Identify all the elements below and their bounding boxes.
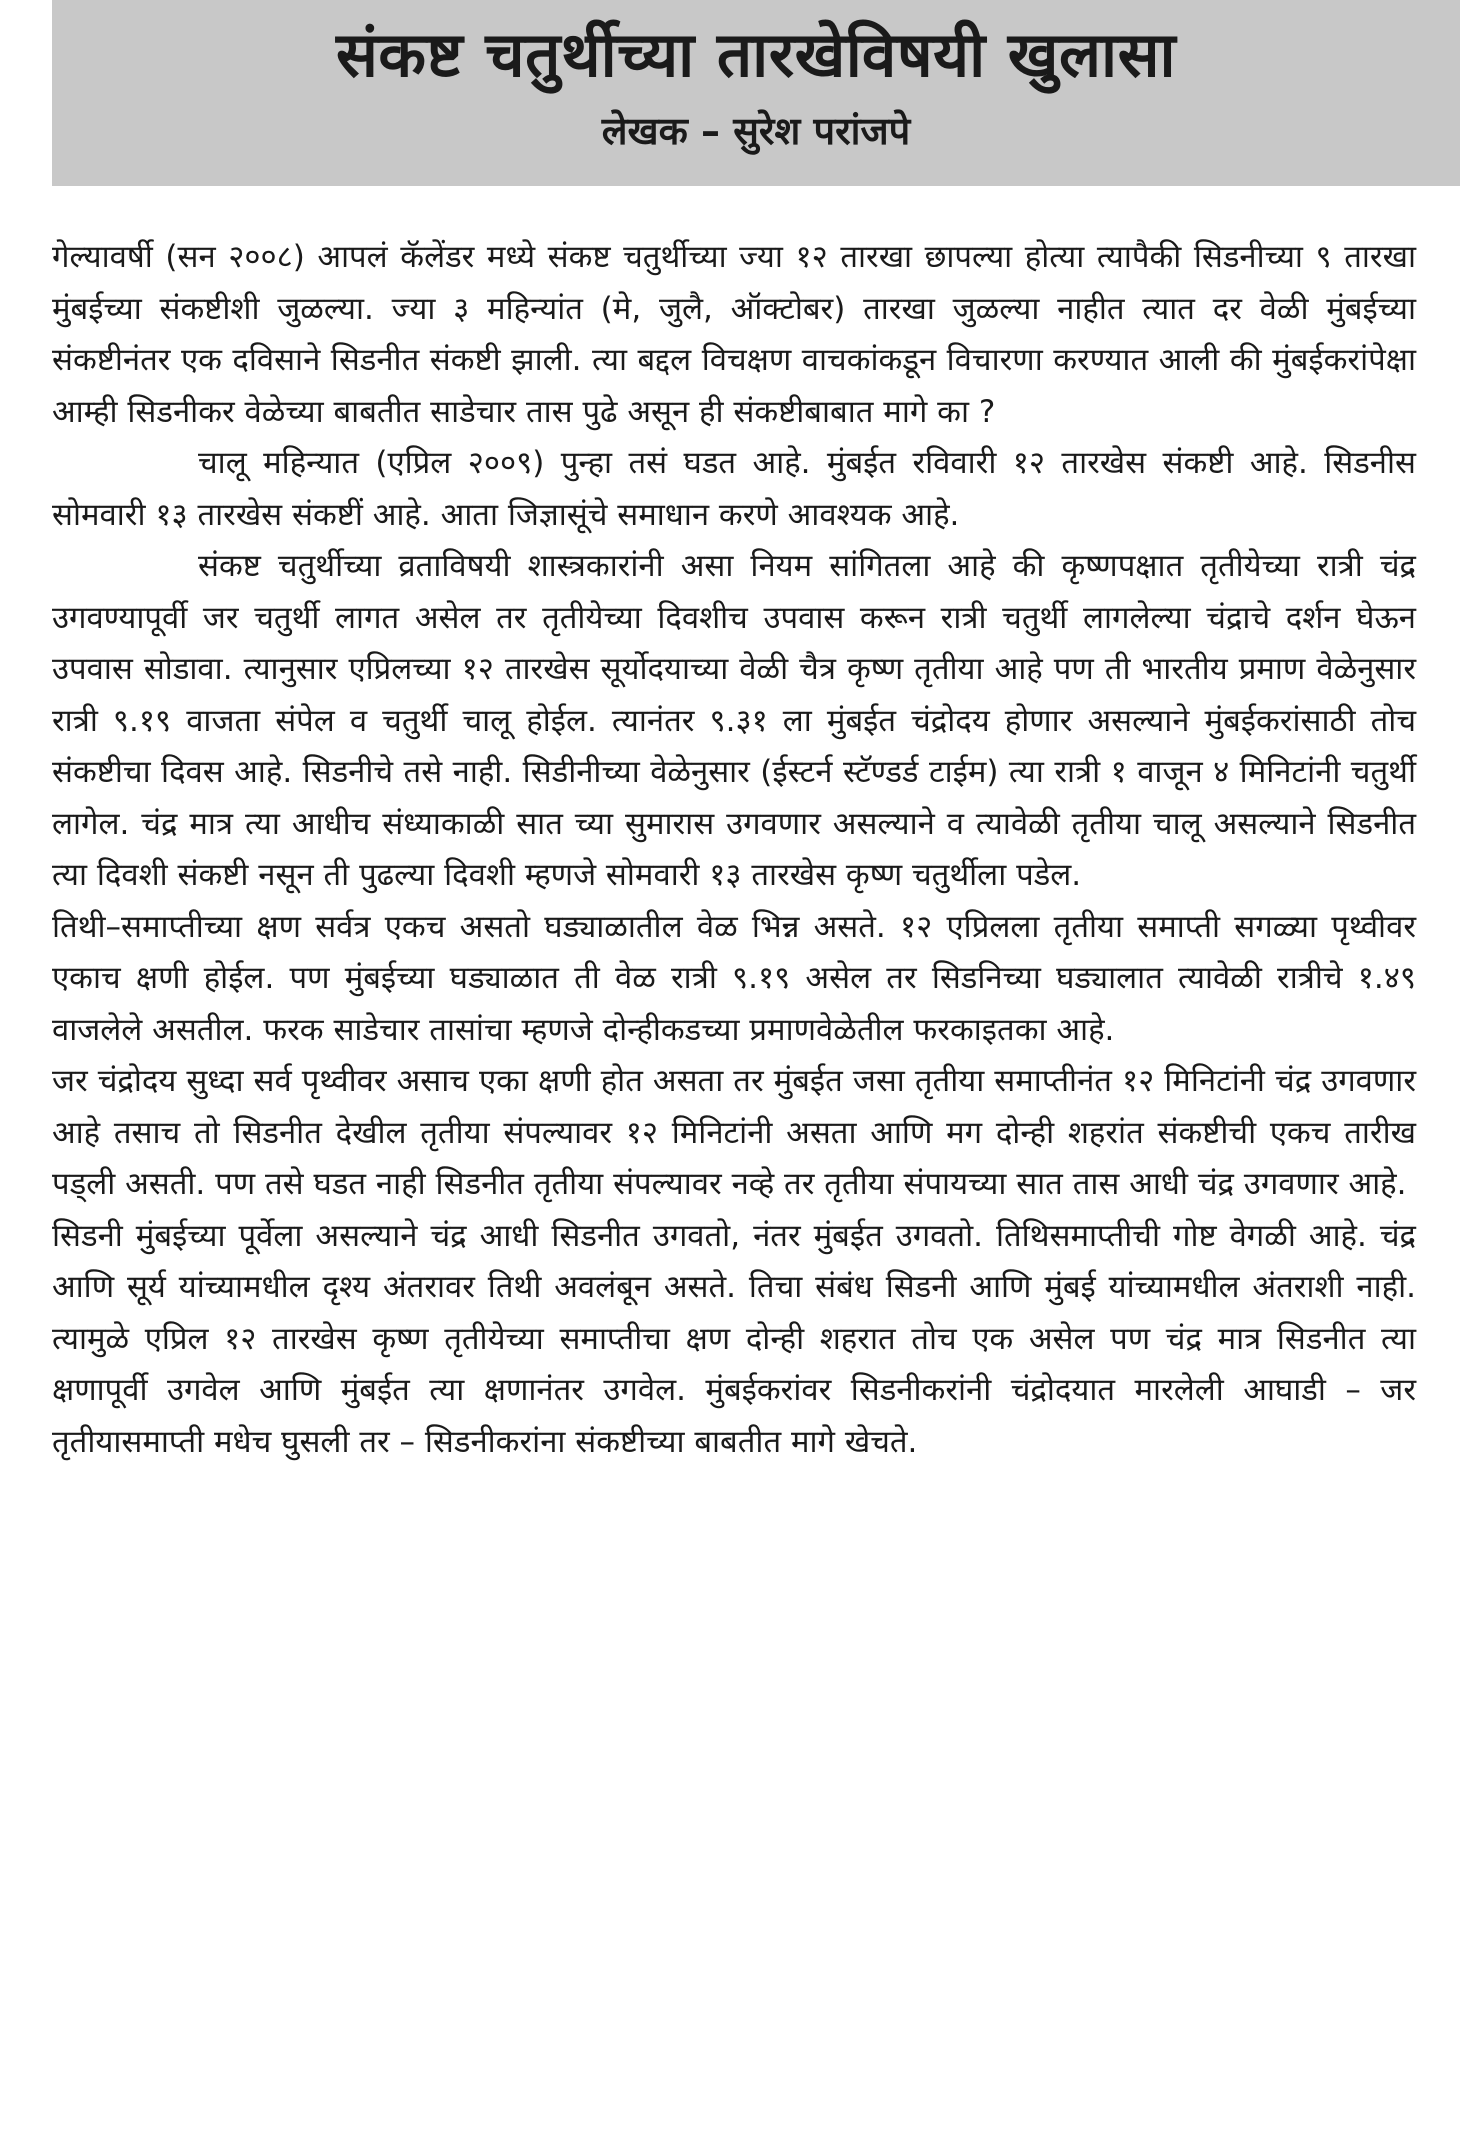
paragraph-1: गेल्यावर्षी (सन २००८) आपलं कॅलेंडर मध्ये संकष्ट चतुर्थीच्या ज्या १२ तारखा छापल्या होत्या त्यापैकी सिडनीच्या ९ तारखा मुंबईच्या संकष्टीशी जुळल्या. ज्या ३ महिन्यांत (मे, जुलै, ऑक्टोबर) तारखा जुळल्या नाहीत त्यात दर वेळी मुंबईच्या संकष्टीनंतर एक दविसाने सिडनीत संकष्टी झाली. त्या बद्दल विचक्षण वाचकांकडून विचारणा करण्यात आली की मुंबईकरांपेक्षा आम्ही सिडनीकर वेळेच्या बाबतीत साडेचार तास पुढे असून ही संकष्टीबाबात मागे का ? xyxy=(52,239,1416,430)
title-banner xyxy=(52,0,1460,186)
article-title: संकष्ट चतुर्थीच्या तारखेविषयी खुलासा xyxy=(335,18,1177,91)
paragraph-3: संकष्ट चतुर्थीच्या व्रताविषयी शास्त्रकारांनी असा नियम सांगितला आहे की कृष्णपक्षात तृतीयेच्या रात्री चंद्र उगवण्यापूर्वी जर चतुर्थी लागत असेल तर तृतीयेच्या दिवशीच उपवास करून रात्री चतुर्थी लागलेल्या चंद्राचे दर्शन घेऊन उपवास सोडावा. त्यानुसार एप्रिलच्या १२ तारखेस सूर्योदयाच्या वेळी चैत्र कृष्ण तृतीया आहे पण ती भारतीय प्रमाण वेळेनुसार रात्री ९.१९ वाजता संपेल व चतुर्थी चालू होईल. त्यानंतर ९.३१ ला मुंबईत चंद्रोदय होणार असल्याने मुंबईकरांसाठी तोच संकष्टीचा दिवस आहे. सिडनीचे तसे नाही. सिडीनीच्या वेळेनुसार (ईस्टर्न स्टॅण्डर्ड टाईम) त्या रात्री १ वाजून ४ मिनिटांनी चतुर्थी लागेल. चंद्र मात्र त्या आधीच संध्याकाळी सात च्या सुमारास उगवणार असल्याने व त्यावेळी तृतीया चालू असल्याने सिडनीत त्या दिवशी संकष्टी नसून ती पुढल्या दिवशी म्हणजे सोमवारी १३ तारखेस कृष्ण चतुर्थीला पडेल. xyxy=(52,548,1416,893)
article-body xyxy=(52,232,1416,1468)
paragraph-4: तिथी–समाप्तीच्या क्षण सर्वत्र एकच असतो घड्याळातील वेळ भिन्न असते. १२ एप्रिलला तृतीया समाप्ती सगळ्या पृथ्वीवर एकाच क्षणी होईल. पण मुंबईच्या घड्याळात ती वेळ रात्री ९.१९ असेल तर सिडनिच्या घड्यालात त्यावेळी रात्रीचे १.४९ वाजलेले असतील. फरक साडेचार तासांचा म्हणजे दोन्हीकडच्या प्रमाणवेळेतील फरकाइतका आहे. xyxy=(52,908,1416,1048)
paragraph-2: चालू महिन्यात (एप्रिल २००९) पुन्हा तसं घडत आहे. मुंबईत रविवारी १२ तारखेस संकष्टी आहे. सिडनीस सोमवारी १३ तारखेस संकष्टीं आहे. आता जिज्ञासूंचे समाधान करणे आवश्यक आहे. xyxy=(52,445,1416,533)
paragraph-5: जर चंद्रोदय सुध्दा सर्व पृथ्वीवर असाच एका क्षणी होत असता तर मुंबईत जसा तृतीया समाप्तीनंत १२ मिनिटांनी चंद्र उगवणार आहे तसाच तो सिडनीत देखील तृतीया संपल्यावर १२ मिनिटांनी असता आणि मग दोन्ही शहरांत संकष्टीची एकच तारीख पड्ली असती. पण तसे घडत नाही सिडनीत तृतीया संपल्यावर नव्हे तर तृतीया संपायच्या सात तास आधी चंद्र उगवणार आहे. xyxy=(52,1063,1416,1202)
paragraph-6: सिडनी मुंबईच्या पूर्वेला असल्याने चंद्र आधी सिडनीत उगवतो, नंतर मुंबईत उगवतो. तिथिसमाप्तीची गोष्ट वेगळी आहे. चंद्र आणि सूर्य यांच्यामधील दृश्य अंतरावर तिथी अवलंबून असते. तिचा संबंध सिडनी आणि मुंबई यांच्यामधील अंतराशी नाही. त्यामुळे एप्रिल १२ तारखेस कृष्ण तृतीयेच्या समाप्तीचा क्षण दोन्ही शहरात तोच एक असेल पण चंद्र मात्र सिडनीत त्या क्षणापूर्वी उगवेल आणि मुंबईत त्या क्षणानंतर उगवेल. मुंबईकरांवर सिडनीकरांनी चंद्रोदयात मारलेली आघाडी – जर तृतीयासमाप्ती मधेच घुसली तर – सिडनीकरांना संकष्टीच्या बाबतीत मागे खेचते. xyxy=(52,1217,1416,1460)
article-author: लेखक – सुरेश परांजपे xyxy=(601,109,911,153)
